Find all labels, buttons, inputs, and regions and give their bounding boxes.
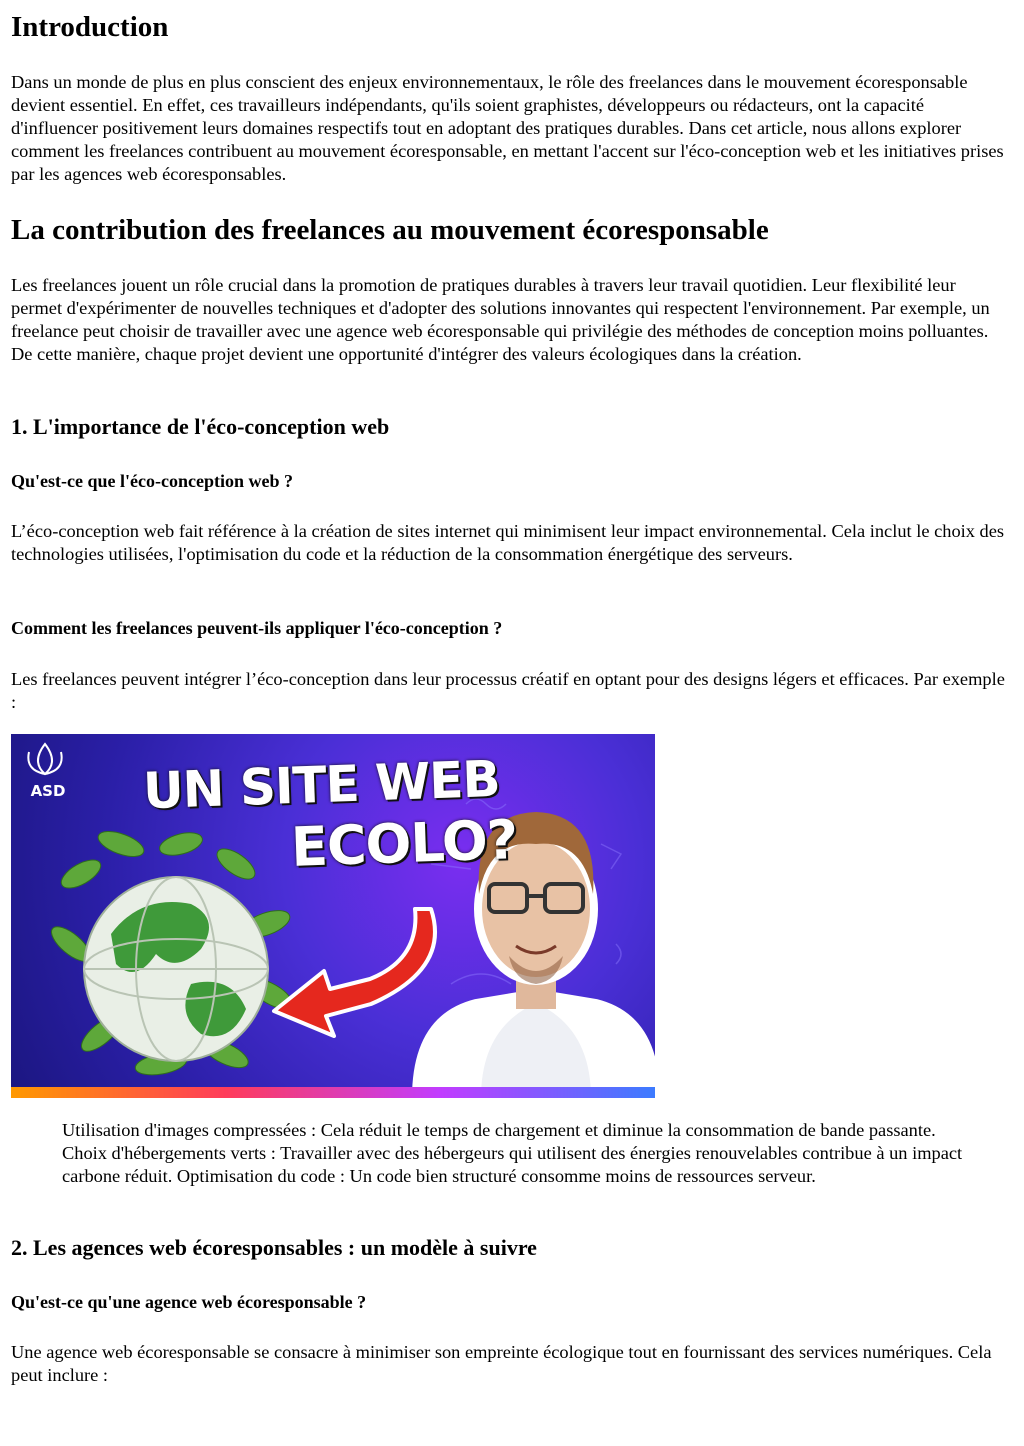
section1-heading: 1. L'importance de l'éco-conception web	[11, 414, 390, 439]
intro-paragraph: Dans un monde de plus en plus conscient des enjeux environnementaux, le rôle des freelances dans le mouvement écoresponsable devient essentiel. En effet, ces travailleurs indépendants, qu'ils soient graphistes, développeurs ou rédacteurs, ont la capacité d'influencer positivement leurs domaines respectifs tout en adoptant des pratiques durables. Dans cet article, nous allons explorer comment les freelances contribuent au mouvement écoresponsable, en mettant l'accent sur l'éco-conception web et les initiatives prises par les agences web écoresponsables.	[11, 72, 1004, 184]
intro-heading: Introduction	[11, 11, 169, 43]
hero-title-line2: ECOLO?	[289, 808, 519, 879]
section1-answer2: Les freelances peuvent intégrer l’éco-conception dans leur processus créatif en optant pour des designs légers et efficaces. Par exemple :	[11, 669, 1005, 712]
hero-gradient-bar	[11, 1087, 655, 1098]
section2-heading: 2. Les agences web écoresponsables : un modèle à suivre	[11, 1235, 537, 1260]
section1-question1: Qu'est-ce que l'éco-conception web ?	[11, 471, 293, 491]
hero-image	[11, 734, 655, 1098]
eco-design-list: Utilisation d'images compressées : Cela réduit le temps de chargement et diminue la consommation de bande passante. Choix d'hébergements verts : Travailler avec des hébergeurs qui utilisent des énergies renouvelables contribue à un impact carbone réduit. Optimisation du code : Un code bien structuré consomme moins de ressources serveur.	[62, 1120, 963, 1186]
section1-answer1: L’éco-conception web fait référence à la création de sites internet qui minimisent leur impact environnemental. Cela inclut le choix des technologies utilisées, l'optimisation du code et la réduction de la consommation énergétique des serveurs.	[11, 521, 1005, 564]
hero-title-line1: UN SITE WEB	[142, 749, 501, 821]
section2-question1: Qu'est-ce qu'une agence web écoresponsable ?	[11, 1292, 367, 1312]
section1-question2: Comment les freelances peuvent-ils appliquer l'éco-conception ?	[11, 618, 503, 638]
section2-answer1: Une agence web écoresponsable se consacre à minimiser son empreinte écologique tout en fournissant des services numériques. Cela peut inclure :	[11, 1342, 992, 1385]
contribution-heading: La contribution des freelances au mouvement écoresponsable	[11, 214, 769, 246]
contribution-paragraph: Les freelances jouent un rôle crucial dans la promotion de pratiques durables à travers leur travail quotidien. Leur flexibilité leur permet d'expérimenter de nouvelles techniques et d'adopter des solutions innovantes qui respectent l'environnement. Par exemple, un freelance peut choisir de travailler avec une agence web écoresponsable qui privilégie des méthodes de conception moins polluantes. De cette manière, chaque projet devient une opportunité d'intégrer des valeurs écologiques dans la création.	[11, 275, 990, 364]
hero-logo-text: ASD	[30, 782, 66, 800]
